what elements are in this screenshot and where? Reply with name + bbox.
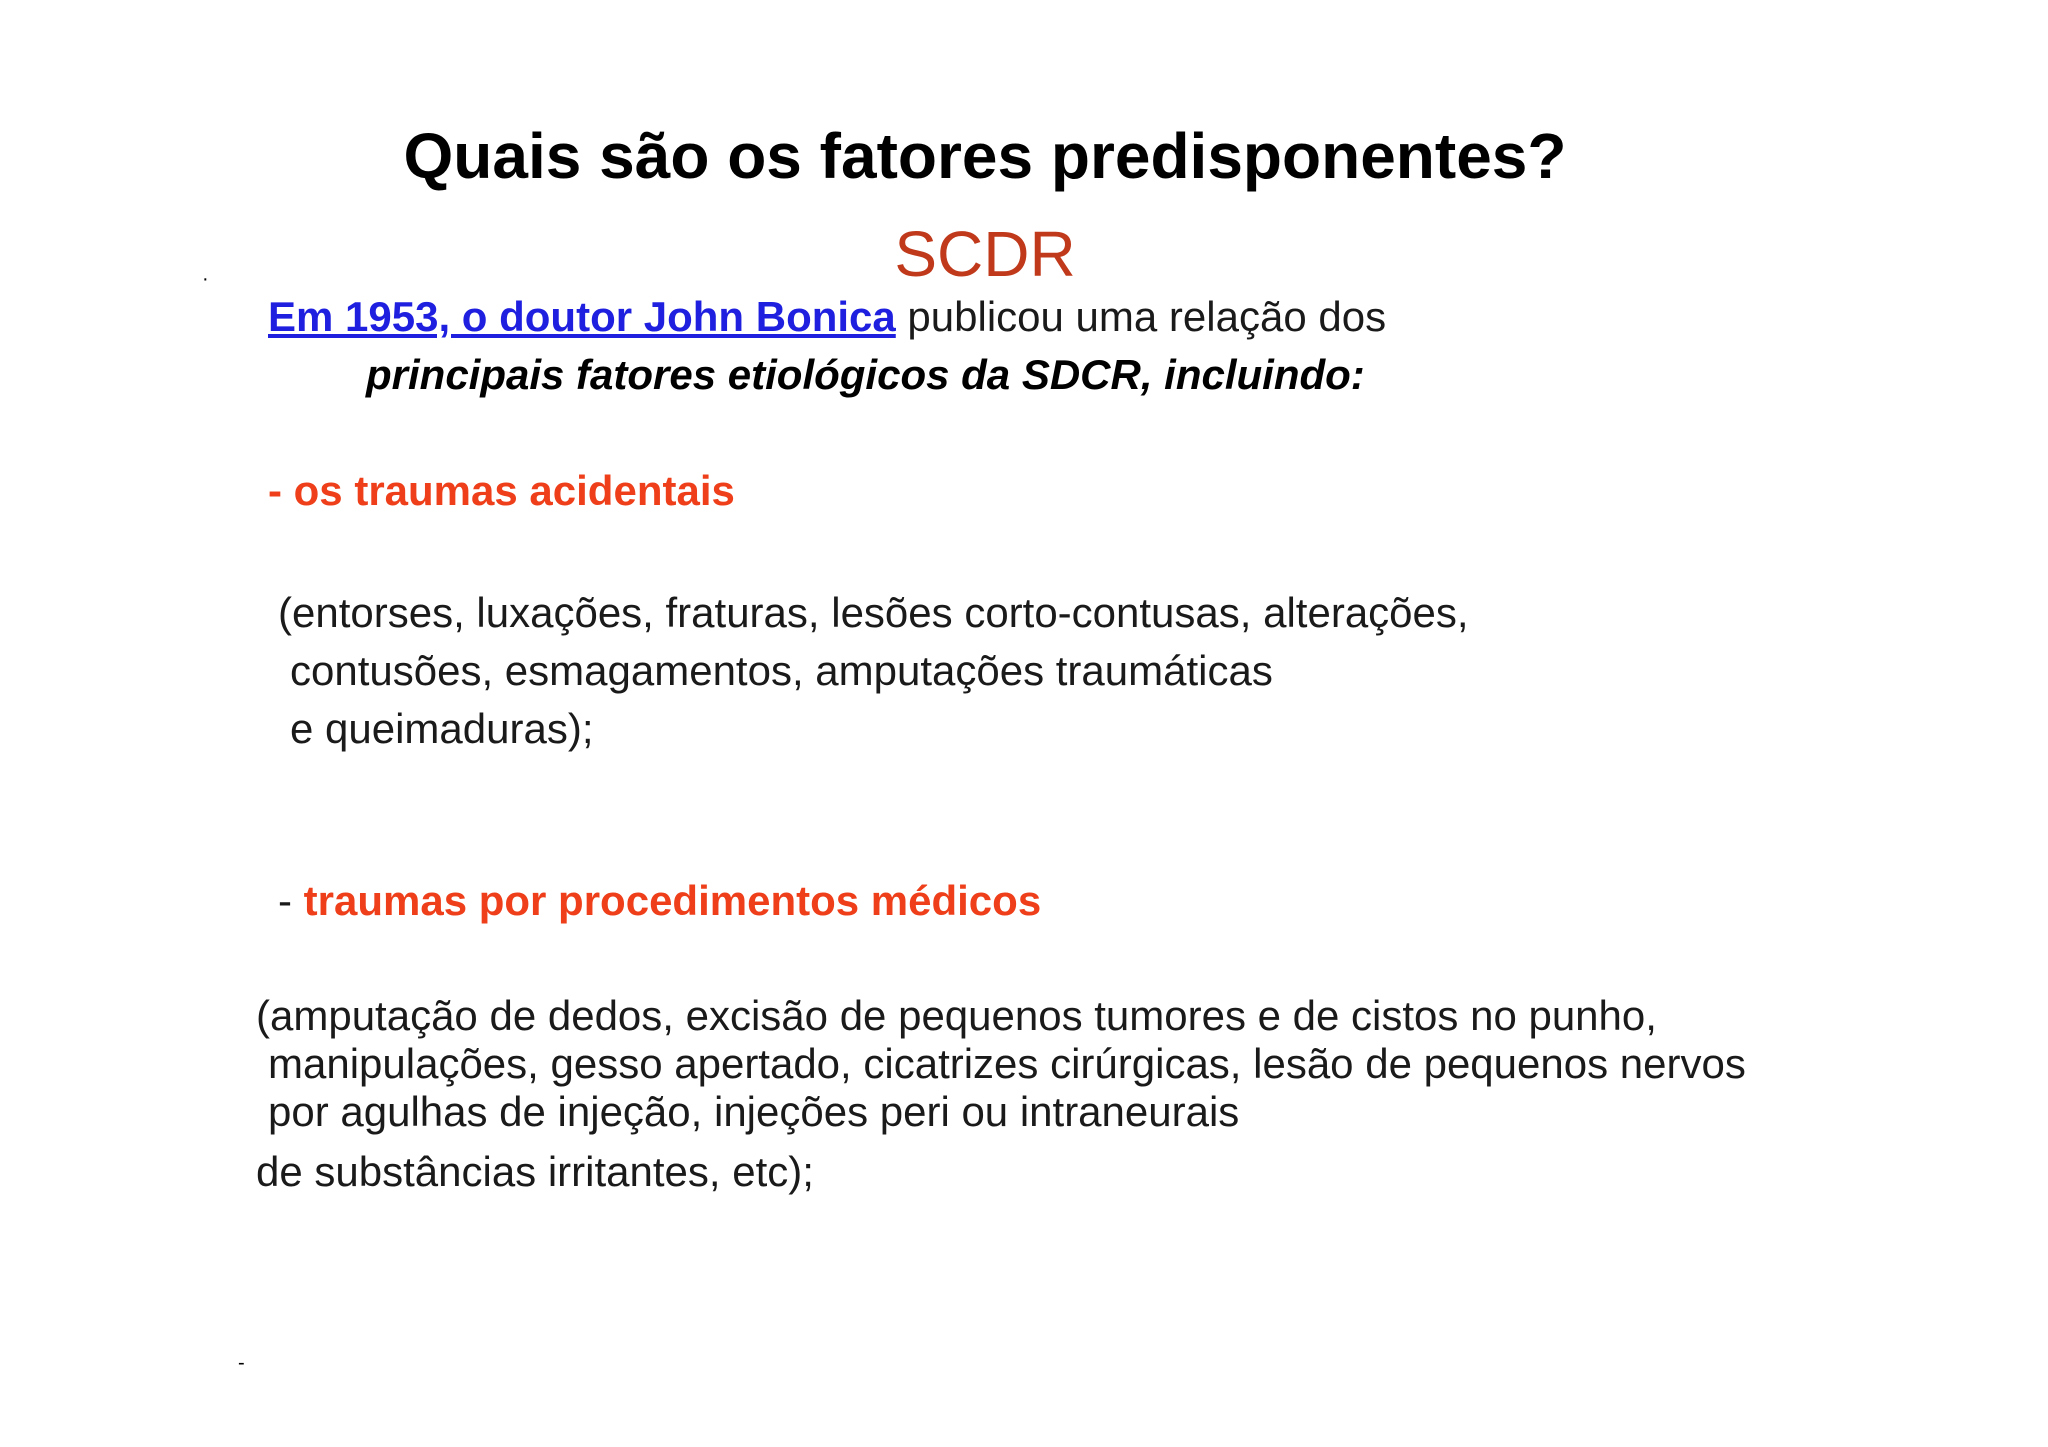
section-heading-accidental-traumas: - os traumas acidentais xyxy=(268,467,735,514)
stray-footer-dash: - xyxy=(238,1352,245,1374)
detail-line: e queimaduras); xyxy=(290,705,594,752)
john-bonica-link[interactable]: Em 1953, o doutor John Bonica xyxy=(268,293,896,340)
detail-line: por agulhas de injeção, injeções peri ou intraneurais xyxy=(268,1088,1240,1135)
detail-line: manipulações, gesso apertado, cicatrizes cirúrgicas, lesão de pequenos nervos xyxy=(268,1040,1746,1087)
section-heading-medical-traumas xyxy=(278,876,1041,926)
intro-line xyxy=(268,292,1386,342)
slide-subtitle: SCDR xyxy=(894,218,1076,290)
accidental-traumas-details xyxy=(278,584,1469,758)
stray-bullet-dot: · xyxy=(202,268,209,290)
section-dash: - xyxy=(278,877,304,924)
intro-line-2: principais fatores etiológicos da SDCR, incluindo: xyxy=(366,351,1365,398)
medical-traumas-details xyxy=(256,992,1746,1196)
detail-line: de substâncias irritantes, etc); xyxy=(256,1148,814,1195)
intro-text: publicou uma relação dos xyxy=(895,293,1387,340)
detail-line: contusões, esmagamentos, amputações traumáticas xyxy=(290,647,1273,694)
slide-title: Quais são os fatores predisponentes? xyxy=(403,120,1567,192)
section-heading-text: traumas por procedimentos médicos xyxy=(303,877,1042,924)
detail-line: (amputação de dedos, excisão de pequenos tumores e de cistos no punho, xyxy=(256,992,1657,1039)
detail-line: (entorses, luxações, fraturas, lesões corto-contusas, alterações, xyxy=(278,589,1469,636)
